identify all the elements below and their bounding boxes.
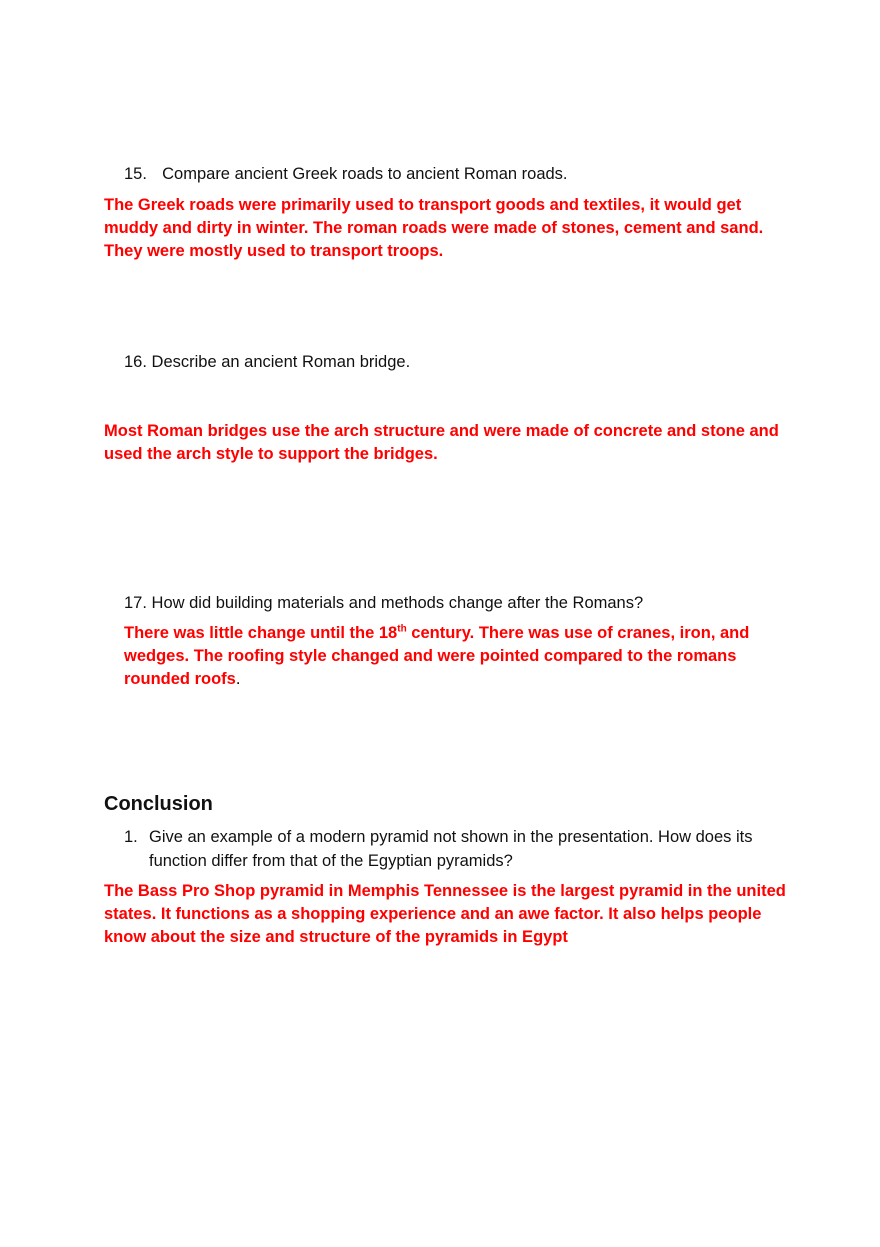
question-15-number: 15. [124,165,147,183]
question-16-text: Describe an ancient Roman bridge. [151,353,411,371]
question-16-number: 16. [124,353,147,371]
conclusion-question-1-number: 1. [124,828,138,846]
question-17-text: How did building materials and methods change after the Romans? [151,594,644,612]
answer-17-period: . [235,670,241,688]
question-17 [124,591,643,615]
answer-17 [124,622,784,691]
conclusion-answer-1: The Bass Pro Shop pyramid in Memphis Tennessee is the largest pyramid in the united states. It functions as a shopping experience and an awe factor. It also helps people know about the size and structure of the pyramids in Egypt [104,882,786,946]
answer-17-superscript: th [397,623,407,635]
answer-16: Most Roman bridges use the arch structure and were made of concrete and stone and used the arch style to support the bridges. [104,422,779,463]
question-15-text: Compare ancient Greek roads to ancient Roman roads. [162,165,568,183]
answer-17-part1: There was little change until the 18 [124,624,398,642]
answer-15: The Greek roads were primarily used to transport goods and textiles, it would get muddy and dirty in winter. The roman roads were made of stones, cement and sand. They were mostly used to transport troops. [104,196,764,260]
question-15 [124,162,568,186]
conclusion-question-1-text: Give an example of a modern pyramid not shown in the presentation. How does its function differ from that of the Egyptian pyramids? [149,828,753,870]
conclusion-question-1 [124,825,769,873]
answer-17-part2: century. There was use of cranes, iron, and wedges. The roofing style changed and were pointed compared to the romans rounded roofs [124,624,750,688]
conclusion-heading: Conclusion [104,793,213,815]
question-16 [124,350,410,374]
question-17-number: 17. [124,594,147,612]
